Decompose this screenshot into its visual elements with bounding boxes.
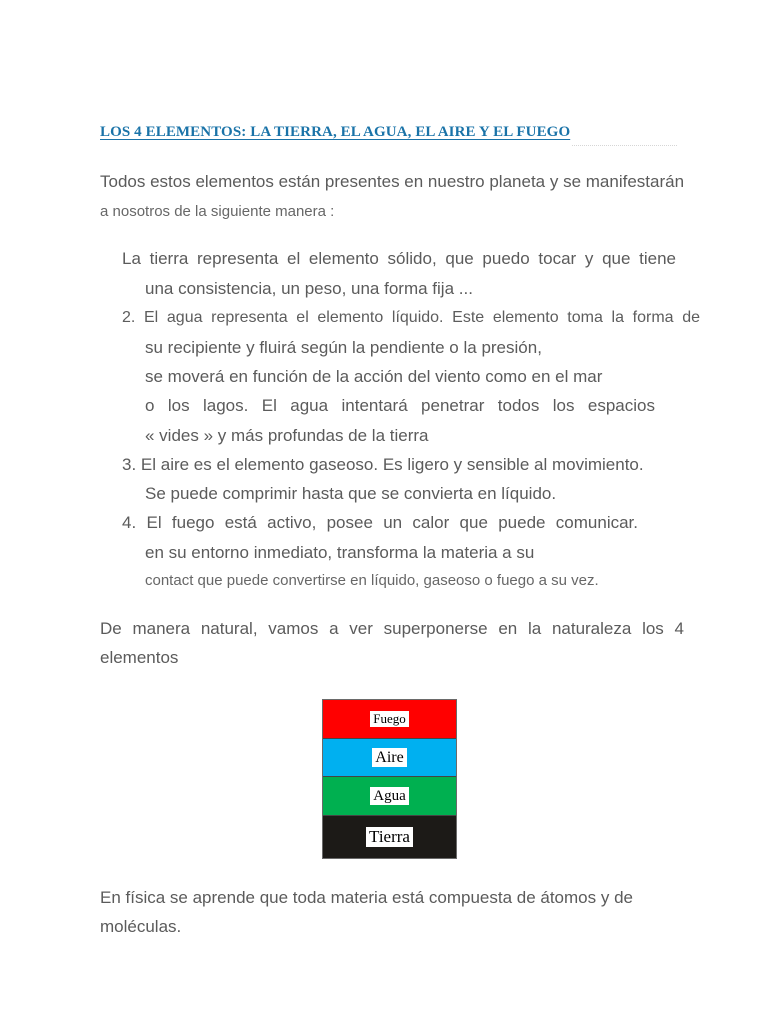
intro-line-2: a nosotros de la siguiente manera : [100, 203, 335, 220]
tierra-line-2: una consistencia, un peso, una forma fija ... [145, 279, 473, 298]
paragraph-3-line-1: En física se aprende que toda materia está compuesta de átomos y de [100, 888, 633, 907]
fuego-line-2: en su entorno inmediato, transforma la materia a su [145, 543, 535, 562]
tierra-line-1: La tierra representa el elemento sólido, que puedo tocar y que tiene [122, 249, 676, 268]
layer-aire-label: Aire [372, 748, 406, 768]
layer-fuego [323, 700, 456, 739]
agua-line-1: 2. El agua representa el elemento líquido. Este elemento toma la forma de [122, 309, 700, 326]
intro-line-1: Todos estos elementos están presentes en nuestro planeta y se manifestarán [100, 172, 685, 191]
paragraph-2-line-2: elementos [100, 648, 179, 667]
agua-line-2: su recipiente y fluirá según la pendiente o la presión, [145, 338, 542, 357]
layer-agua [323, 777, 456, 816]
agua-line-5: « vides » y más profundas de la tierra [145, 426, 429, 445]
layer-aire [323, 739, 456, 777]
aire-line-2: Se puede comprimir hasta que se convierta en líquido. [145, 484, 557, 503]
fuego-line-1: 4. El fuego está activo, posee un calor que puede comunicar. [122, 513, 638, 532]
agua-line-4: o los lagos. El agua intentará penetrar todos los espacios [145, 396, 655, 415]
paragraph-2-line-1: De manera natural, vamos a ver superponerse en la naturaleza los 4 [100, 619, 684, 638]
aire-line-1: 3. El aire es el elemento gaseoso. Es ligero y sensible al movimiento. [122, 455, 644, 474]
page-title: LOS 4 ELEMENTOS: LA TIERRA, EL AGUA, EL AIRE Y EL FUEGO [100, 124, 571, 140]
fuego-line-3: contact que puede convertirse en líquido, gaseoso o fuego a su vez. [145, 572, 599, 589]
layer-tierra [323, 816, 456, 858]
paragraph-3-line-2: moléculas. [100, 917, 182, 936]
layer-tierra-label: Tierra [366, 827, 413, 848]
agua-line-3: se moverá en función de la acción del viento como en el mar [145, 367, 603, 386]
title-rule [572, 145, 677, 146]
layer-agua-label: Agua [370, 787, 409, 806]
layer-fuego-label: Fuego [370, 711, 409, 727]
elements-diagram [322, 699, 457, 859]
